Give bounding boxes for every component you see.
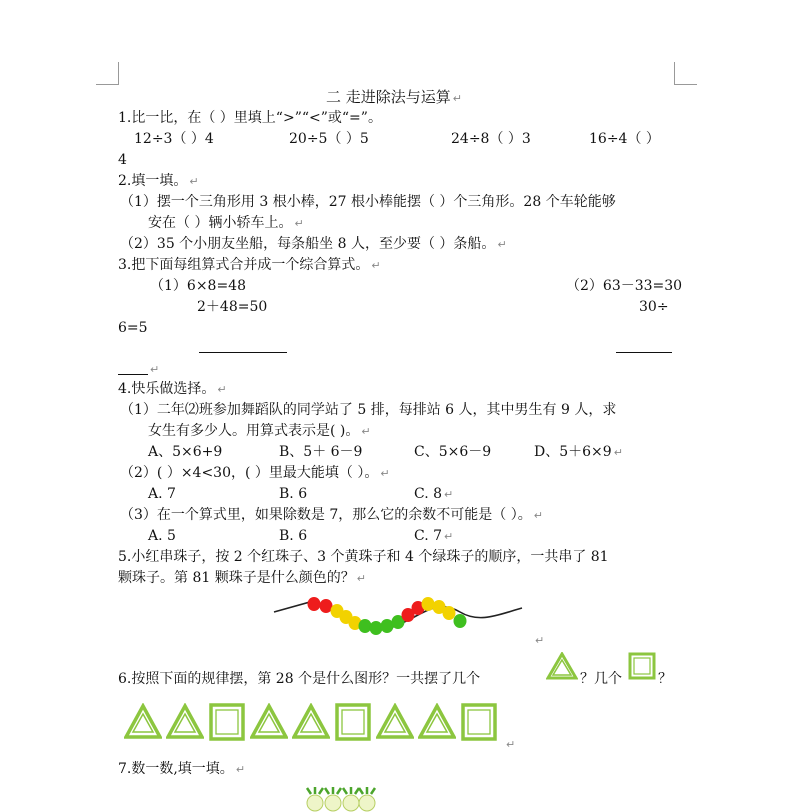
corner-mark-left xyxy=(96,62,119,85)
q2-heading xyxy=(118,172,199,191)
q1-wrap: 4 xyxy=(118,152,127,168)
q4-part2-option[interactable]: A. 7 xyxy=(148,486,176,502)
q4-part1-line2 xyxy=(148,422,371,441)
q3-heading xyxy=(118,256,381,275)
q4-part3-option[interactable] xyxy=(414,527,453,546)
paragraph-mark: ↵ xyxy=(380,467,390,480)
q2-part1-line2 xyxy=(148,214,304,233)
bead-green xyxy=(370,621,383,635)
paragraph-mark: ↵ xyxy=(497,238,507,251)
paragraph-mark: ↵ xyxy=(533,509,543,522)
q4-part1-line2-text: 女生有多少人。用算式表示是( )。 xyxy=(148,423,360,439)
q4-part2-option[interactable] xyxy=(414,485,453,504)
triangle-icon xyxy=(292,703,330,741)
q4-part3-option-c: C. 7 xyxy=(414,528,443,544)
paragraph-mark: ↵ xyxy=(535,634,545,647)
paragraph-mark: ↵ xyxy=(371,259,381,272)
triangle-icon xyxy=(166,703,204,741)
q7-heading-text: 7.数一数,填一填。 xyxy=(118,761,234,777)
q2-part2 xyxy=(120,235,507,254)
radish-icon xyxy=(343,787,359,811)
q1-heading: 1.比一比，在（ ）里填上“>”“<”或“=”。 xyxy=(118,110,382,126)
q5-line2-text: 颗珠子。第 81 颗珠子是什么颜色的？ xyxy=(118,570,355,586)
q3-wrap: 6=5 xyxy=(118,320,148,336)
triangle-icon xyxy=(418,703,456,741)
q3-answer-line-wrap[interactable] xyxy=(118,374,148,375)
q4-part2-option[interactable]: B. 6 xyxy=(279,486,308,502)
square-icon xyxy=(208,703,246,741)
paragraph-mark: ↵ xyxy=(506,738,516,751)
radish-icon xyxy=(359,787,375,811)
q4-part1-option[interactable]: C、5×6－9 xyxy=(414,444,492,460)
q4-part1-option-d: D、5＋6×9 xyxy=(534,444,612,460)
bead-red xyxy=(308,597,321,611)
radish-illustration xyxy=(303,786,379,812)
q7-heading xyxy=(118,760,245,779)
square-icon xyxy=(460,703,498,741)
bead-string-illustration xyxy=(270,592,530,642)
paragraph-mark: ↵ xyxy=(150,363,160,376)
q4-part3-option[interactable]: A. 5 xyxy=(148,528,176,544)
triangle-icon xyxy=(250,703,288,741)
bead-group xyxy=(308,597,467,635)
q6-question xyxy=(118,670,480,688)
paragraph-mark: ↵ xyxy=(217,383,227,396)
corner-mark-right xyxy=(674,62,697,85)
q3-right-equation-2: 30÷ xyxy=(639,299,669,315)
shape-pattern-row xyxy=(124,703,504,743)
paragraph-mark: ↵ xyxy=(294,217,304,230)
page-title xyxy=(326,88,462,108)
q6-text-a: 6.按照下面的规律摆，第 28 个是什么图形？一共摆了几个 xyxy=(118,671,481,687)
q4-part2 xyxy=(120,464,390,483)
radish-icon xyxy=(307,787,323,811)
paragraph-mark: ↵ xyxy=(356,572,366,585)
triangle-icon xyxy=(124,703,162,741)
q2-part1-line2-text: 安在（ ）辆小轿车上。 xyxy=(148,215,293,231)
q4-part3 xyxy=(120,506,543,525)
q1-item: 20÷5（ ）5 xyxy=(289,131,369,147)
triangle-icon xyxy=(546,652,578,680)
bead-yellow xyxy=(443,606,456,620)
paragraph-mark: ↵ xyxy=(361,425,371,438)
q1-item: 24÷8（ ）3 xyxy=(451,131,531,147)
bead-green xyxy=(381,619,394,633)
q3-left-equation-2: 2＋48=50 xyxy=(197,299,268,315)
q1-item: 12÷3（ ）4 xyxy=(134,131,214,147)
q4-heading-text: 4.快乐做选择。 xyxy=(118,381,216,397)
bead-green xyxy=(359,619,372,633)
q4-part2-option-c: C. 8 xyxy=(414,486,443,502)
q5-line2 xyxy=(118,569,366,588)
q4-part1-line1: （1）二年⑵班参加舞蹈队的同学站了 5 排，每排站 6 人，其中男生有 9 人，求 xyxy=(120,402,617,418)
q3-answer-line-left[interactable] xyxy=(199,352,287,353)
paragraph-mark: ↵ xyxy=(444,530,454,543)
bead-yellow xyxy=(422,597,435,611)
q4-part1-option[interactable]: B、5＋ 6－9 xyxy=(279,444,363,460)
q6-text-b: ？几个 xyxy=(580,671,622,687)
radish-icon xyxy=(325,787,341,811)
q4-part3-option[interactable]: B. 6 xyxy=(279,528,308,544)
square-icon xyxy=(628,652,656,680)
q3-heading-text: 3.把下面每组算式合并成一个综合算式。 xyxy=(118,257,370,273)
bead-green xyxy=(454,614,467,628)
q3-left-equation-1: （1）6×8=48 xyxy=(150,278,246,294)
q6-text-c: ？ xyxy=(658,671,672,687)
q4-part3-text: （3）在一个算式里，如果除数是 7，那么它的余数不可能是（ ）。 xyxy=(120,507,532,523)
q1-item: 16÷4（ ） xyxy=(589,131,660,147)
triangle-icon xyxy=(376,703,414,741)
paragraph-mark: ↵ xyxy=(613,446,623,459)
q4-part1-option[interactable] xyxy=(534,443,623,462)
q2-heading-text: 2.填一填。 xyxy=(118,173,188,189)
paragraph-mark: ↵ xyxy=(189,175,199,188)
q4-part1-option[interactable]: A、5×6+9 xyxy=(148,444,223,460)
square-icon xyxy=(334,703,372,741)
paragraph-mark: ↵ xyxy=(452,92,462,105)
paragraph-mark: ↵ xyxy=(444,488,454,501)
title-text: 二 走进除法与运算 xyxy=(326,88,451,106)
q2-part1-line1: （1）摆一个三角形用 3 根小棒，27 根小棒能摆（ ）个三角形。28 个车轮能够 xyxy=(120,194,616,210)
q3-answer-line-right[interactable] xyxy=(616,352,672,353)
q3-right-equation-1: （2）63－33=30 xyxy=(566,278,683,294)
q5-line1: 5.小红串珠子，按 2 个红珠子、3 个黄珠子和 4 个绿珠子的顺序，一共串了 81 xyxy=(118,549,609,565)
q4-heading xyxy=(118,380,227,399)
paragraph-mark: ↵ xyxy=(235,763,246,776)
q2-part2-text: （2）35 个小朋友坐船，每条船坐 8 人，至少要（ ）条船。 xyxy=(120,236,496,252)
q4-part2-text: （2）( ）×4<30，( ）里最大能填（ ）。 xyxy=(120,465,379,481)
